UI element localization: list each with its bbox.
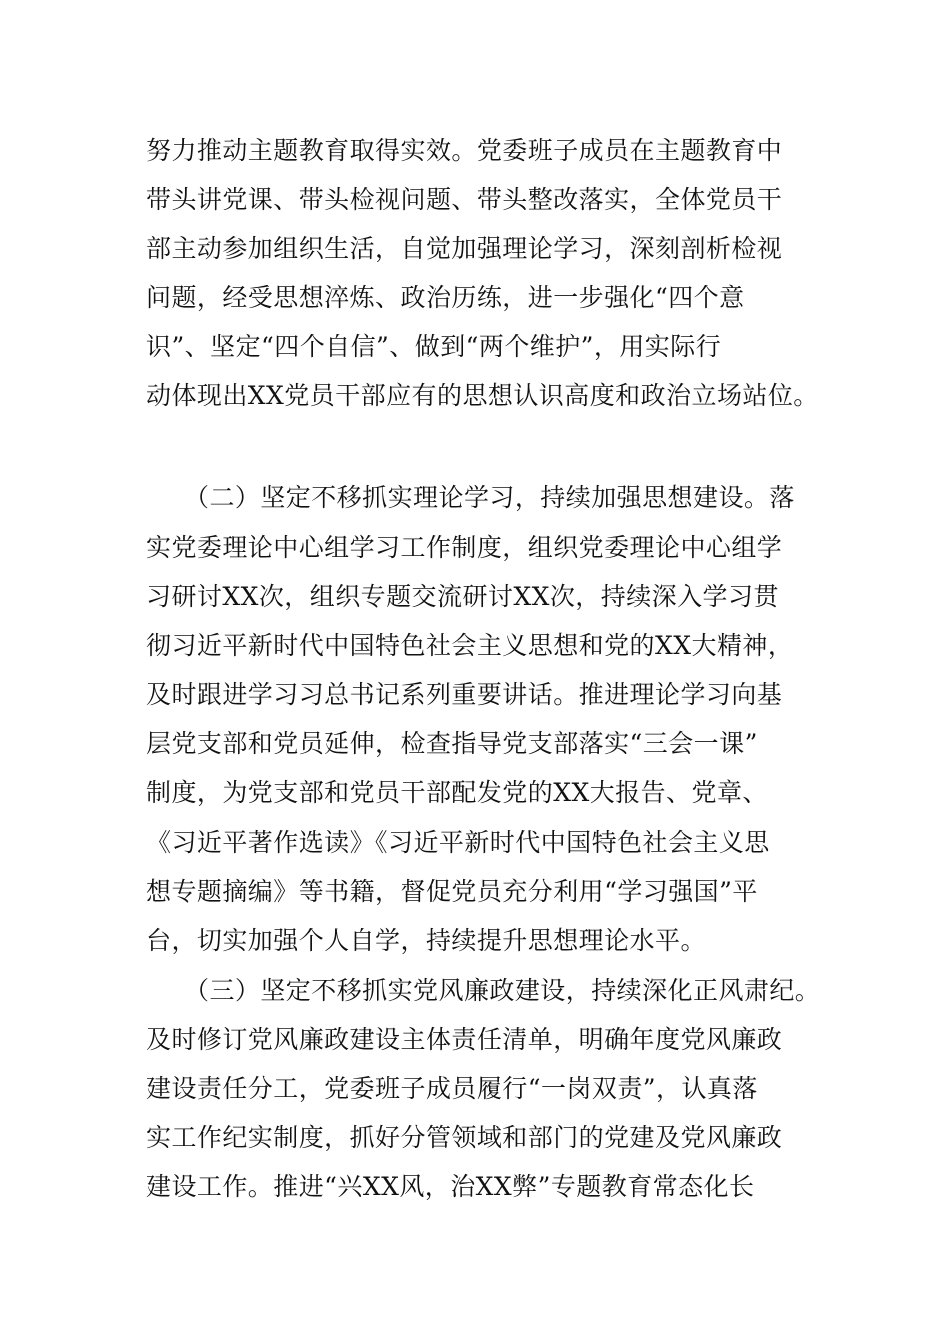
paragraph-1-line-5: 识”、坚定“四个自信”、做到“两个维护”，用实际行 (146, 332, 722, 361)
paragraph-1-line-2: 带头讲党课、带头检视问题、带头整改落实，全体党员干 (146, 185, 783, 214)
paragraph-2-line-4: 彻习近平新时代中国特色社会主义思想和党的XX大精神， (146, 631, 794, 660)
paragraph-3-line-5: 建设工作。推进“兴XX风，治XX弊”专题教育常态化长 (146, 1172, 755, 1201)
paragraph-2-line-10: 台，切实加强个人自学，持续提升思想理论水平。 (146, 926, 706, 955)
paragraph-3-line-2: 及时修订党风廉政建设主体责任清单，明确年度党风廉政 (146, 1025, 783, 1054)
paragraph-3-line-4: 实工作纪实制度，抓好分管领域和部门的党建及党风廉政 (146, 1123, 783, 1152)
paragraph-1-line-4: 问题，经受思想淬炼、政治历练，进一步强化“四个意 (146, 283, 745, 312)
paragraph-2-line-5: 及时跟进学习习总书记系列重要讲话。推进理论学习向基 (146, 680, 783, 709)
paragraph-3-line-3: 建设责任分工，党委班子成员履行“一岗双责”，认真落 (146, 1074, 758, 1103)
paragraph-2-line-3: 习研讨XX次，组织专题交流研讨XX次，持续深入学习贯 (146, 582, 779, 611)
paragraph-1-line-6: 动体现出XX党员干部应有的思想认识高度和政治立场站位。 (146, 381, 819, 410)
paragraph-2-line-2: 实党委理论中心组学习工作制度，组织党委理论中心组学 (146, 533, 783, 562)
paragraph-1-line-3: 部主动参加组织生活，自觉加强理论学习，深刻剖析检视 (146, 234, 783, 263)
paragraph-1-line-1: 努力推动主题教育取得实效。党委班子成员在主题教育中 (146, 136, 783, 165)
paragraph-2-line-6: 层党支部和党员延伸，检查指导党支部落实“三会一课” (146, 729, 758, 758)
paragraph-2-line-9: 想专题摘编》等书籍，督促党员充分利用“学习强国”平 (146, 877, 758, 906)
paragraph-2-line-1: （二）坚定不移抓实理论学习，持续加强思想建设。落 (184, 483, 795, 512)
paragraph-2-line-8: 《习近平著作选读》《习近平新时代中国特色社会主义思 (146, 828, 770, 857)
paragraph-2-line-7: 制度，为党支部和党员干部配发党的XX大报告、党章、 (146, 778, 768, 807)
paragraph-3-line-1: （三）坚定不移抓实党风廉政建设，持续深化正风肃纪。 (184, 976, 821, 1005)
